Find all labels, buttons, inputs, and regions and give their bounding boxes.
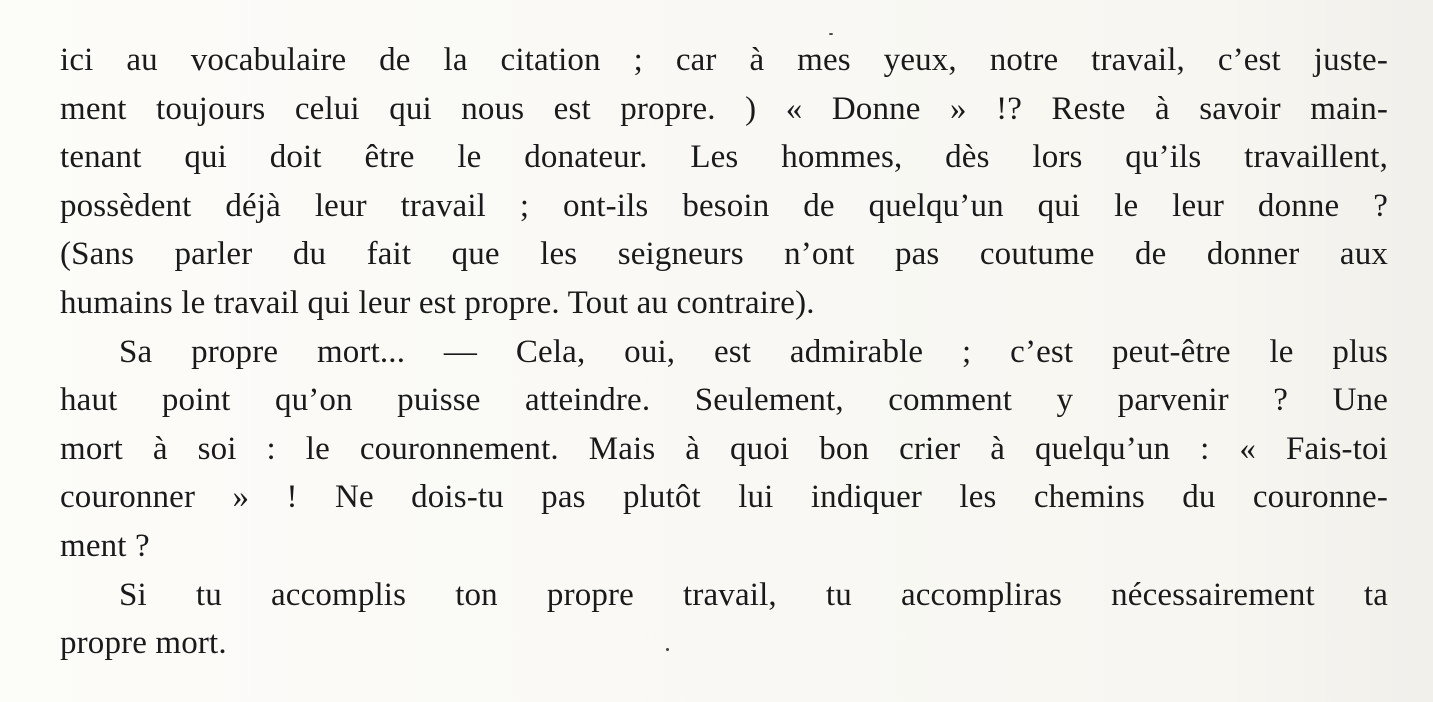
text-line: haut point qu’on puisse atteindre. Seulement, comment y parvenir ? Une [60, 382, 1388, 419]
text-line: ment toujours celui qui nous est propre. ) « Donne » !? Reste à savoir main- [60, 90, 1388, 127]
text-line: humains le travail qui leur est propre. Tout au contraire). [60, 284, 815, 321]
text-line: Sa propre mort... — Cela, oui, est admirable ; c’est peut-être le plus [119, 333, 1388, 370]
text-line: propre mort. [60, 625, 227, 662]
text-line: tenant qui doit être le donateur. Les hommes, dès lors qu’ils travaillent, [60, 139, 1388, 176]
text-line: ment ? [60, 527, 150, 564]
text-line: possèdent déjà leur travail ; ont-ils besoin de quelqu’un qui le leur donne ? [60, 187, 1388, 224]
paragraph-2 [60, 328, 1388, 571]
text-line: mort à soi : le couronnement. Mais à quoi bon crier à quelqu’un : « Fais-toi [60, 430, 1388, 467]
text-line: Si tu accomplis ton propre travail, tu accompliras nécessairement ta [119, 576, 1388, 613]
text-line: ici au vocabulaire de la citation ; car à mes yeux, notre travail, c’est juste- [60, 42, 1388, 78]
paragraph-3 [60, 571, 1388, 668]
text-line: (Sans parler du fait que les seigneurs n’ont pas coutume de donner aux [60, 236, 1388, 273]
paragraph-1 [60, 36, 1388, 328]
text-body [60, 36, 1388, 668]
print-speck [666, 648, 669, 651]
print-speck [829, 33, 833, 35]
text-line: couronner » ! Ne dois-tu pas plutôt lui indiquer les chemins du couronne- [60, 479, 1388, 516]
